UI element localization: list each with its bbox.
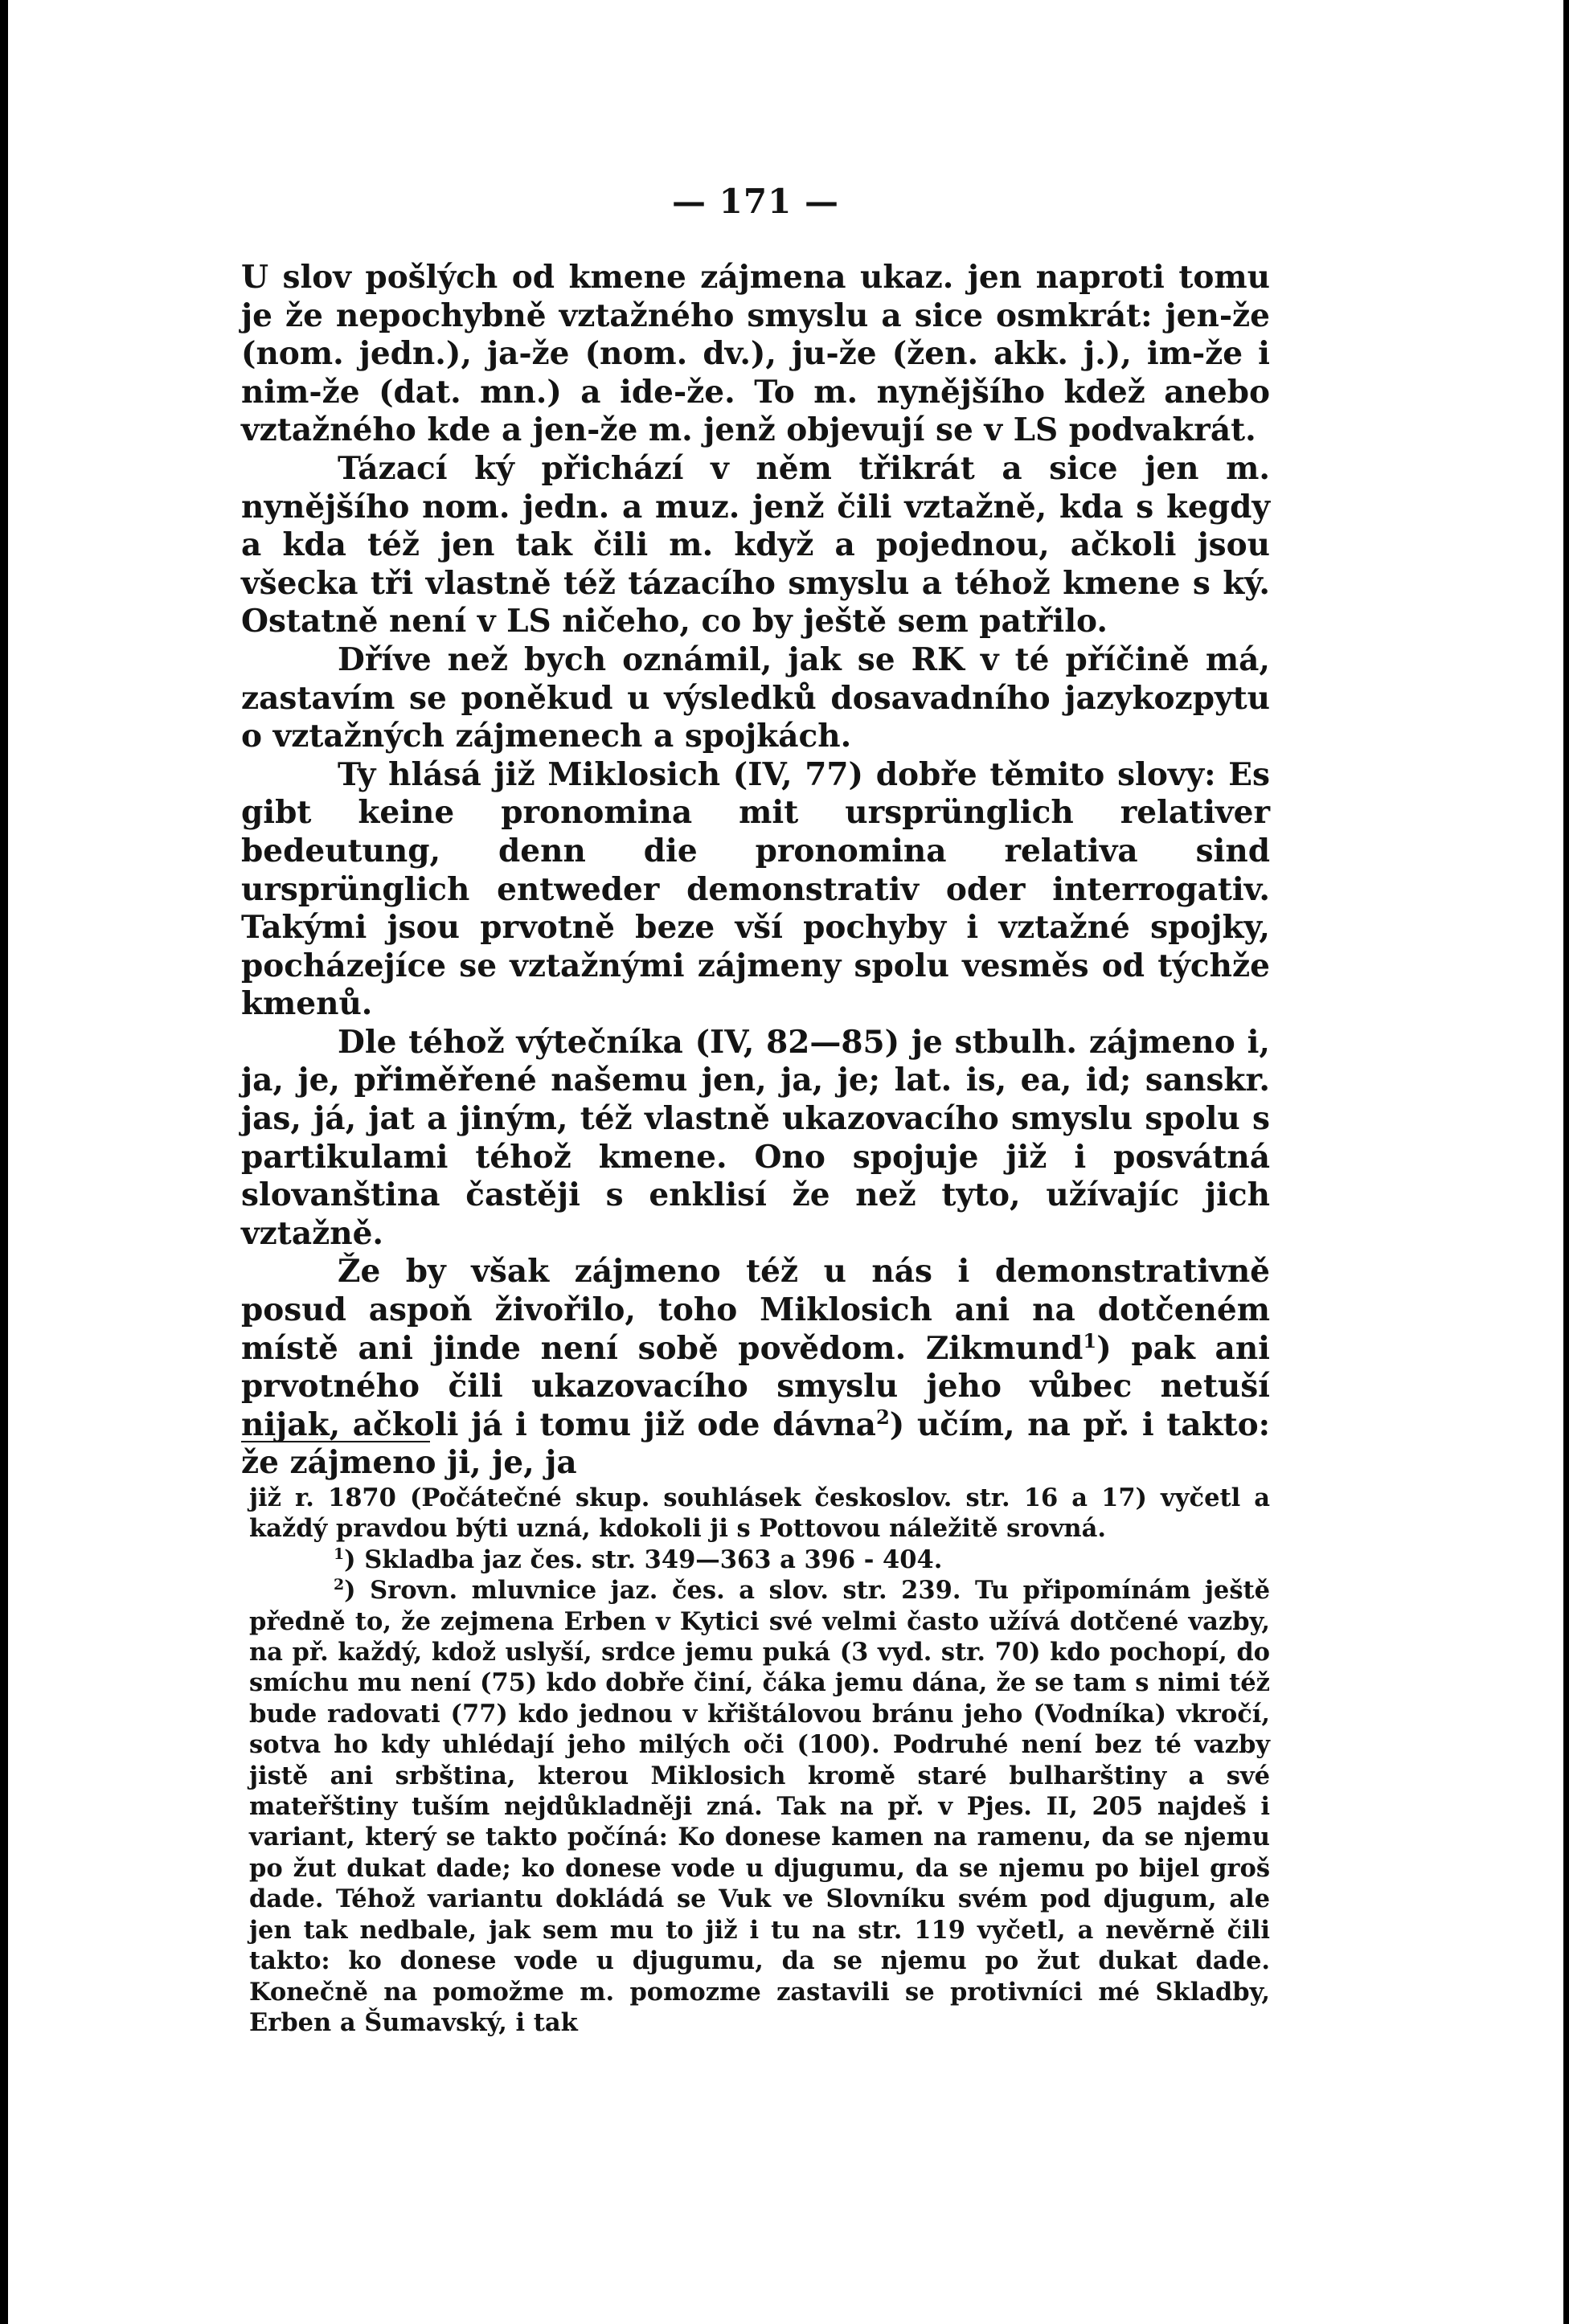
footnote-continuation: již r. 1870 (Počátečné skup. souhlásek českoslov. str. 16 a 17) vyčetl a každý pravdou býti uzná, kdokoli ji s Pottovou náležitě srovná. xyxy=(249,1483,1270,1544)
footnote-2: $^2$) Srovn. mluvnice jaz. čes. a slov. str. 239. Tu připomínám ještě předně to, že zejmena Erben v Kytici své velmi často užívá dotčené vazby, na př. každý, kdož uslyší, srdce jemu puká (3 vyd. str. 70) kdo pochopí, do smíchu mu není (75) kdo dobře činí, čáka jemu dána, že se tam s nimi též bude radovati (77) kdo jednou v křištálovou bránu jeho (Vodníka) vkročí, sotva ho kdy uhlédají jeho milých oči (100). Podruhé není bez té vazby jistě ani srbština, kterou Miklosich kromě staré bulharštiny a své mateřštiny tuším nejdůkladněji zná. Tak na př. v Pjes. II, 205 najdeš i variant, který se takto počíná: Ko donese kamen na ramenu, da se njemu po žut dukat dade; ko donese vode u djugumu, da se njemu po bijel groš dade. Téhož variantu dokládá se Vuk ve Slovníku svém pod djugum, ale jen tak nedbale, jak sem mu to již i tu na str. 119 vyčetl, a nevěrně čili takto: ko donese vode u djugumu, da se njemu po žut dukat dade. Konečně na pomožme m. pomozme zastavili se protivníci mé Skladby, Erben a Šumavský, i tak xyxy=(249,1576,1270,2037)
page-number: — 171 — xyxy=(672,182,839,221)
paragraph-2: Tázací ký přichází v něm třikrát a sice jen m. nynějšího nom. jedn. a muz. jenž čili vztažně, kda s kegdy a kda též jen tak čili m. když a pojednou, ačkoli jsou všecka tři vlastně též tázacího smyslu a téhož kmene s ký. Ostatně není v LS ničeho, co by ještě sem patřilo. xyxy=(241,449,1270,640)
paragraph-3: Dříve než bych oznámil, jak se RK v té příčině má, zastavím se poněkud u výsledků dosavadního jazykozpytu o vztažných zájmenech a spojkách. xyxy=(241,640,1270,755)
paragraph-6: Že by však zájmeno též u nás i demonstrativně posud aspoň živořilo, toho Miklosich ani na dotčeném místě ani jinde není sobě povědom. Zikmund$^1$) pak ani prvotného čili ukazovacího smyslu jeho vůbec netuší nijak, ačkoli já i tomu již ode dávna$^2$) učím, na př. i takto: že zájmeno ji, je, ja xyxy=(241,1253,1271,1482)
footnote-divider xyxy=(241,1441,430,1442)
scan-edge-right xyxy=(1563,0,1569,2324)
main-text xyxy=(241,259,1270,1483)
paragraph-4: Ty hlásá již Miklosich (IV, 77) dobře těmito slovy: Es gibt keine pronomina mit ursprünglich relativer bedeutung, denn die pronomina relativa sind ursprünglich entweder demonstrativ oder interrogativ. Takými jsou prvotně beze vší pochyby i vztažné spojky, pocházejíce se vztažnými zájmeny spolu vesměs od týchže kmenů. xyxy=(241,755,1270,1023)
paragraph-5: Dle téhož výtečníka (IV, 82—85) je stbulh. zájmeno i, ja, je, přiměřené našemu jen, ja, je; lat. is, ea, id; sanskr. jas, já, jat a jiným, též vlastně ukazovacího smyslu spolu s partikulami téhož kmene. Ono spojuje již i posvátná slovanština častěji s enklisí že než tyto, užívajíc jich vztažně. xyxy=(241,1023,1270,1252)
paragraph-1: U slov pošlých od kmene zájmena ukaz. jen naproti tomu je že nepochybně vztažného smyslu a sice osmkrát: jen-že (nom. jedn.), ja-že (nom. dv.), ju-že (žen. akk. j.), im-že i nim-že (dat. mn.) a ide-že. To m. nynějšího kdež anebo vztažného kde a jen-že m. jenž objevují se v LS podvakrát. xyxy=(241,259,1270,449)
footnote-1: $^1$) Skladba jaz čes. str. 349—363 a 396 - 404. xyxy=(334,1545,943,1574)
scan-edge-left xyxy=(0,0,8,2324)
footnotes xyxy=(249,1483,1270,2038)
